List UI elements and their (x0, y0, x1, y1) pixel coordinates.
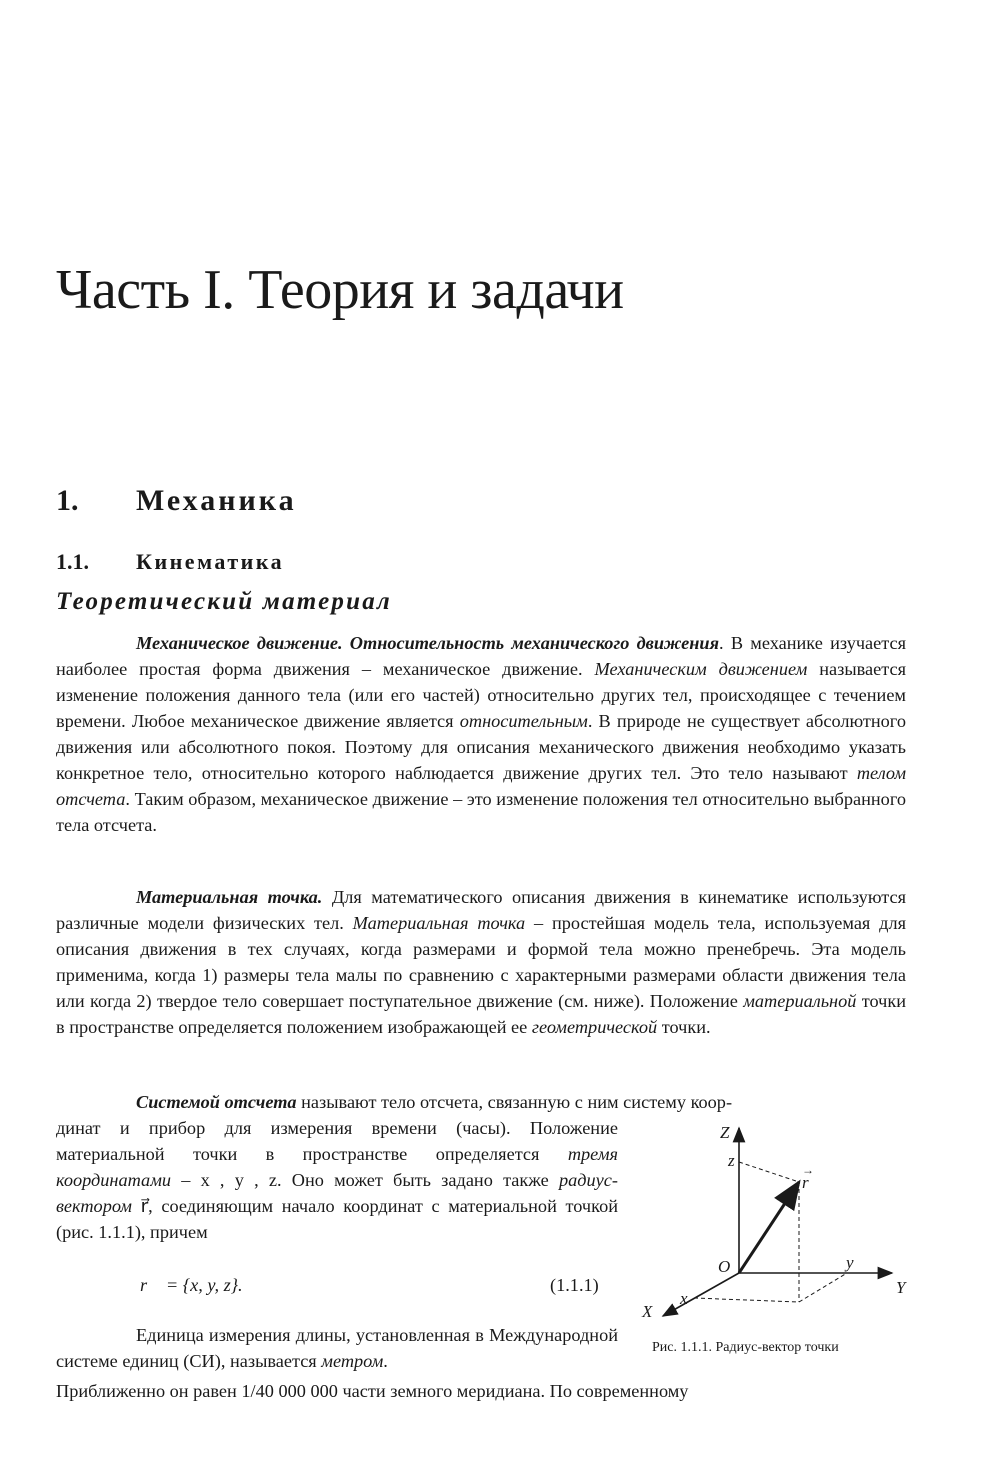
chapter-number: 1. (56, 484, 79, 517)
label-z: z (728, 1151, 735, 1170)
figure-radius-vector (636, 1118, 920, 1318)
paragraph-length-unit (56, 1322, 618, 1374)
formula-radius-vector: r⃗ = {x, y, z}. (140, 1275, 243, 1295)
radius-vector-arrow (739, 1182, 799, 1273)
emphasis: метром (321, 1351, 384, 1371)
paragraph-reference-frame-body (56, 1115, 618, 1245)
projection-lines (694, 1162, 847, 1302)
x-axis (663, 1273, 739, 1316)
figure-caption: Рис. 1.1.1. Радиус-вектор точки (652, 1340, 839, 1355)
term-reference-frame: Системой отсчета (136, 1092, 297, 1112)
term-mechanical-motion: Механическое движение. Относительность механического движения (136, 633, 720, 653)
text-run: точки. (657, 1017, 711, 1037)
text-run: . Таким образом, механическое движение – это изменение положения тел относительно выбранного тела отсчета. (56, 789, 906, 835)
term-material-point: Материальная точка. (136, 887, 323, 907)
emphasis: геометрической (531, 1017, 658, 1037)
text-run: . (383, 1351, 388, 1371)
section-heading (56, 549, 284, 575)
text-run: r⃗, соединяющим начало координат с материальной точкой (рис. 1.1.1), причем (56, 1196, 618, 1242)
emphasis: относительным (459, 711, 588, 731)
text-run: Единица измерения длины, установленная в Международной системе единиц (СИ), называется (56, 1325, 618, 1371)
chapter-title: Механика (136, 484, 297, 517)
subsection-heading: Теоретический материал (56, 588, 392, 615)
text-run: . В механике изучается наиболее простая форма движения – механическое движение. (56, 633, 907, 679)
text-run: . В природе не существует абсолютного движения или абсолютного покоя. Поэтому для описания механического движения необходимо указать конкретное тело, относительно которого наблюдается движение других тел. Это тело называют (56, 711, 906, 783)
paragraph-mechanical-motion (56, 630, 906, 838)
text-run: динат и прибор для измерения времени (часы). Положение материальной точки в пространстве определяется (56, 1118, 618, 1164)
label-O: O (718, 1257, 731, 1276)
emphasis: Материальная точка (352, 913, 526, 933)
label-x: x (680, 1289, 688, 1308)
label-X: X (642, 1302, 653, 1318)
label-Y: Y (896, 1278, 906, 1297)
text-run: – простейшая модель тела, используемая для описания движения в тех случаях, когда размерами и формой тела можно пренебречь. Эта модель применима, когда 1) размеры тела малы по сравнению с характерными размерами области движения тела или когда 2) твердое тело совершает поступательное движение (см. ниже). Положение (56, 913, 906, 1011)
emphasis: радиус-вектором (56, 1170, 618, 1216)
emphasis: Механическим движением (594, 659, 808, 679)
label-Z: Z (720, 1123, 730, 1142)
paragraph-meter-definition: Приближенно он равен 1/40 000 000 части земного меридиана. По современному (56, 1381, 689, 1401)
label-y: y (846, 1253, 854, 1272)
chapter-heading (56, 484, 297, 518)
paragraph-reference-frame-line1 (56, 1089, 906, 1115)
emphasis: телом отсчета (56, 763, 906, 809)
paragraph-material-point (56, 884, 906, 1040)
emphasis: материальной (743, 991, 857, 1011)
part-title: Часть I. Теория и задачи (56, 259, 624, 321)
vector-arrow-mark: → (802, 1163, 814, 1177)
text-run: – x , y , z. Оно может быть задано также (171, 1170, 559, 1190)
text-run: точки в пространстве определяется положением изображающей ее (56, 991, 906, 1037)
equation-number: (1.1.1) (550, 1275, 599, 1295)
emphasis: тремя координатами (56, 1144, 618, 1190)
label-r: r (802, 1173, 809, 1192)
section-title: Кинематика (136, 549, 285, 574)
text-run: Для математического описания движения в кинематике используются различные модели физических тел. (56, 887, 906, 933)
text-run: называют тело отсчета, связанную с ним систему коор- (296, 1092, 733, 1112)
section-number: 1.1. (56, 549, 89, 574)
text-run: называется изменение положения данного тела (или его частей) относительно других тел, происходящее с течением времени. Любое механическое движение является (56, 659, 907, 731)
